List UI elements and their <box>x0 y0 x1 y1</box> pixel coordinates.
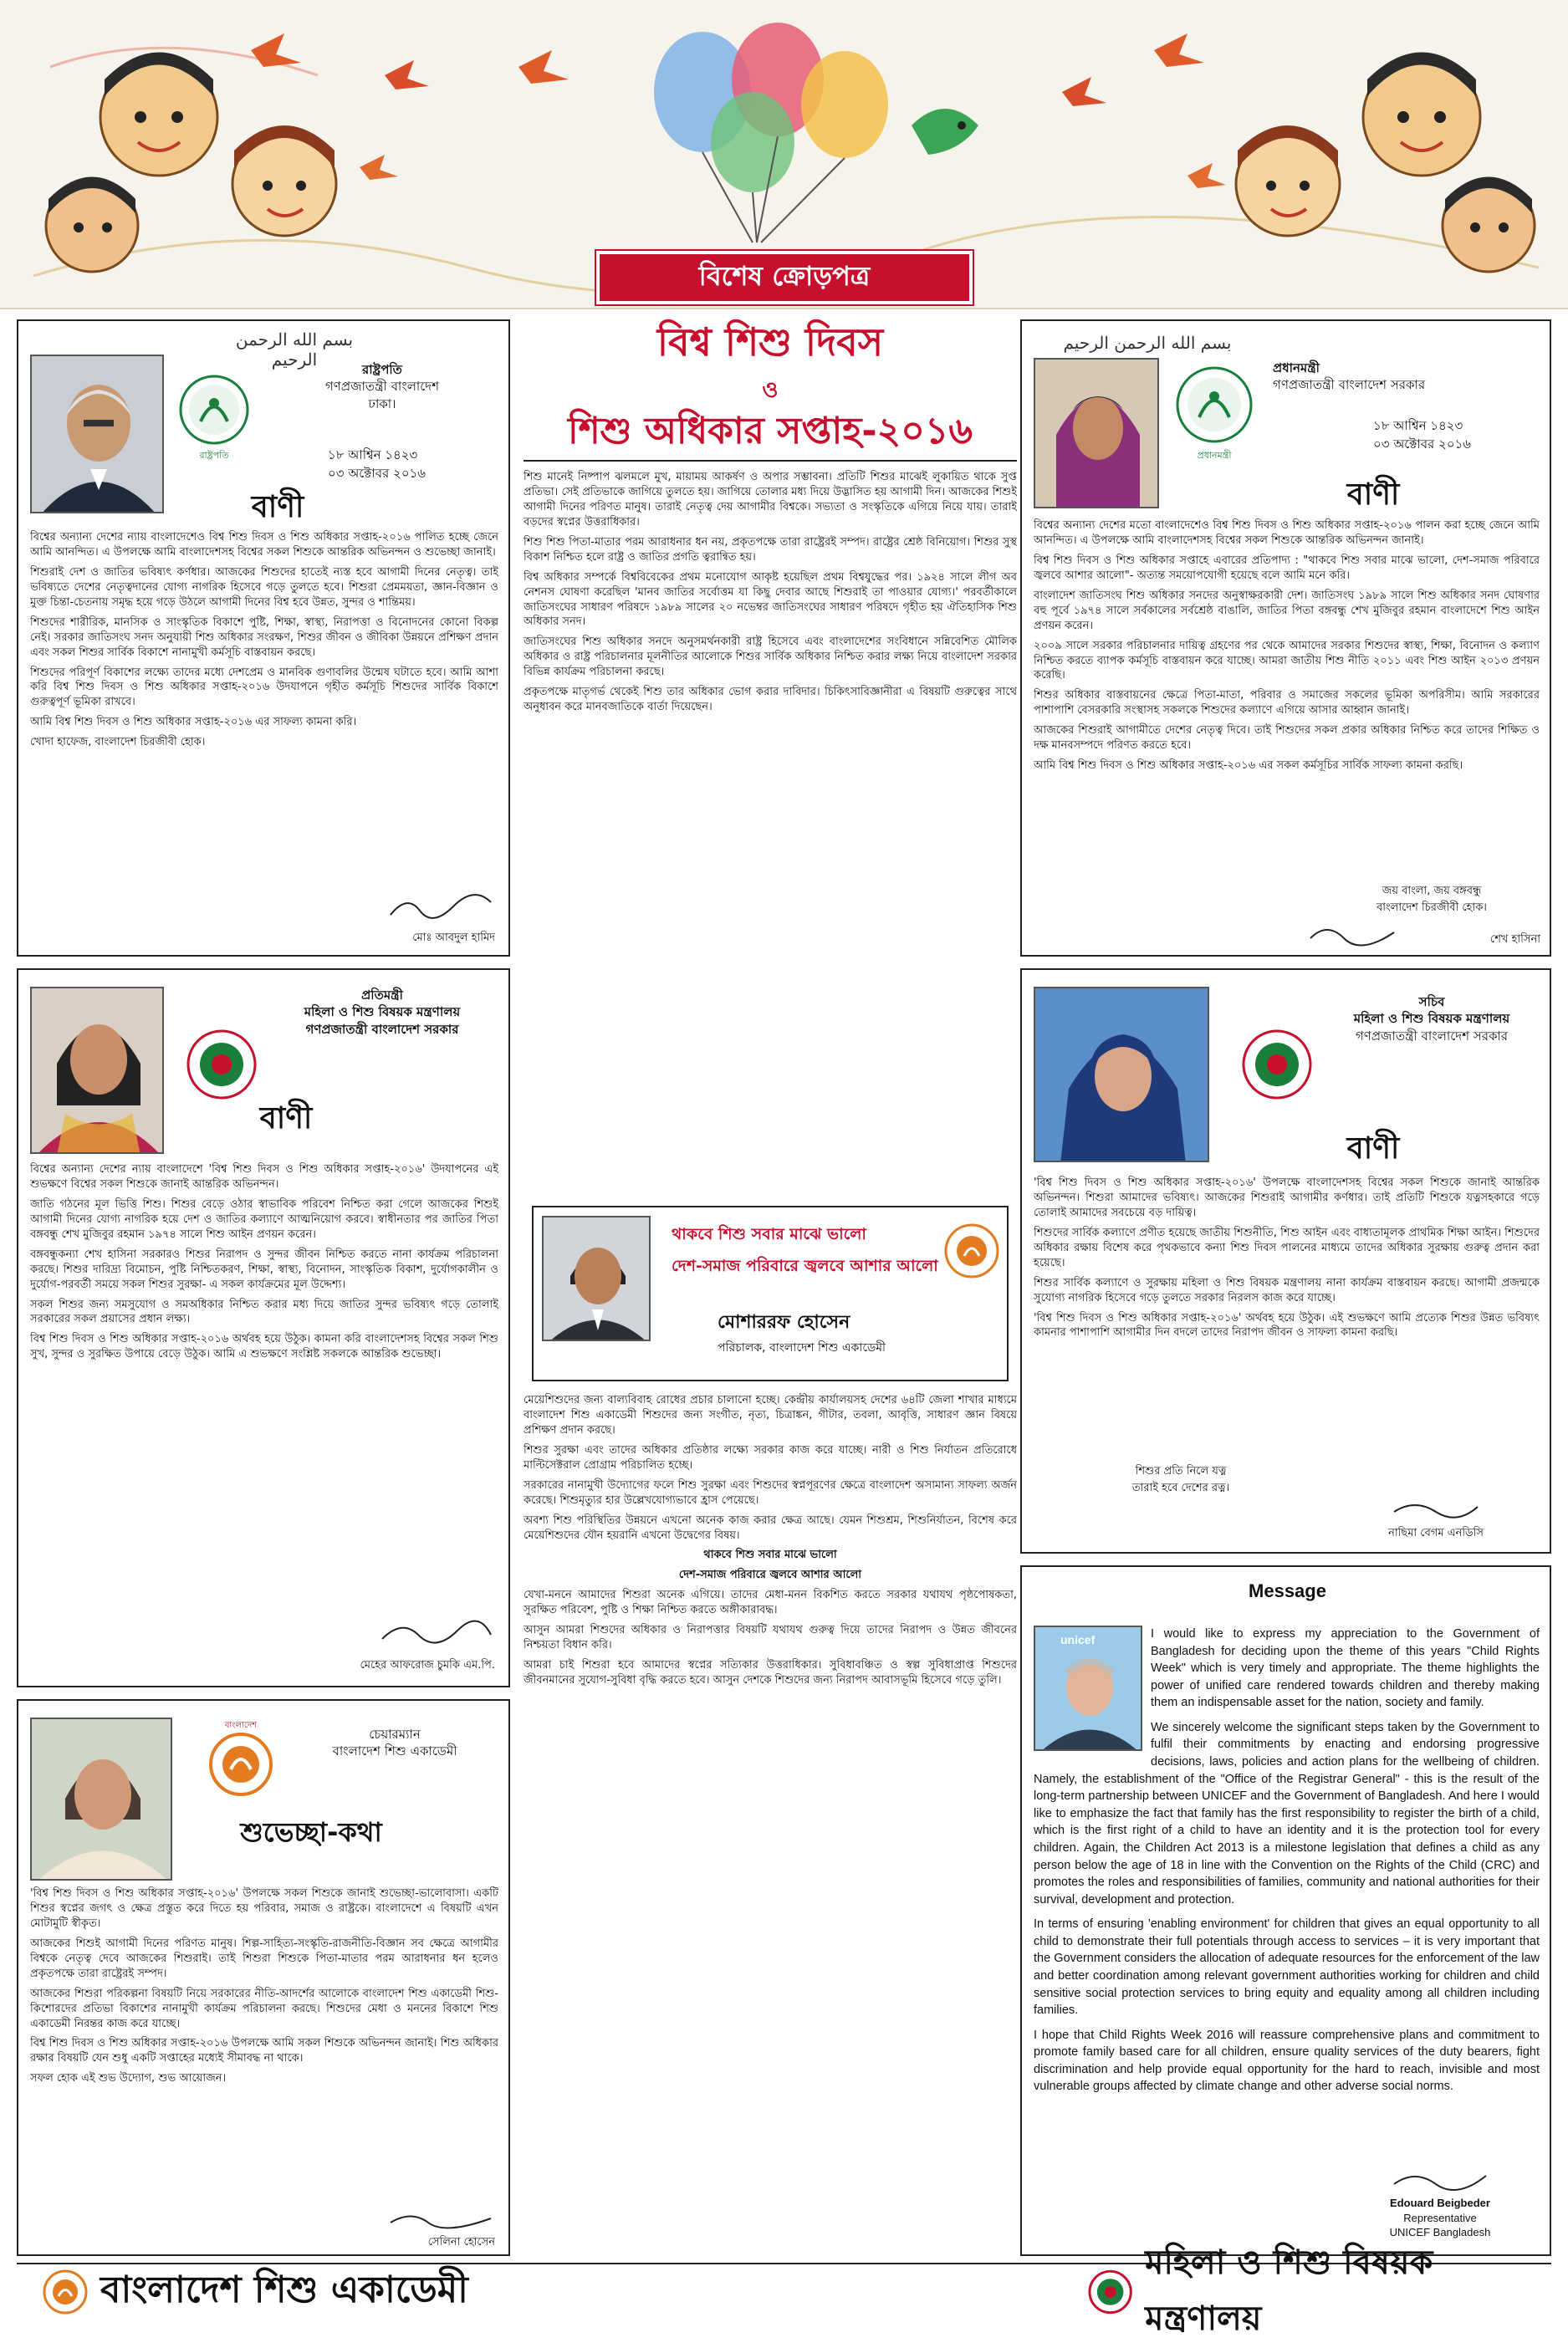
president-emblem-icon <box>176 371 253 463</box>
secretary-signature-mark <box>1390 1497 1482 1522</box>
state-minister-heading: বাণী <box>259 1101 313 1136</box>
paragraph: মেয়েশিশুদের জন্য বাল্যবিবাহ রোধের প্রচার চালানো হচ্ছে। কেন্দ্রীয় কার্যালয়সহ দেশের ৬৪টি জেলা শাখার মাধ্যমে বাংলাদেশ শিশু একাডেমী শিশুদের জন্য সংগীত, নৃত্য, চিত্রাঙ্কন, গীটার, তবলা, আবৃত্তি, সাধারণ জ্ঞান বিষয়ে প্রশিক্ষণ প্রদান করছে। <box>524 1394 1017 1437</box>
paragraph: বিশ্ব শিশু দিবস ও শিশু অধিকার সপ্তাহ-২০১৬ উপলক্ষে আমি সকল শিশুকে অভিনন্দন জানাই। শিশু অধিকার রক্ষার বিষয়টি যেন শুধু একটি সপ্তাহের মধ্যেই সীমাবদ্ধ না থাকে। <box>30 2037 498 2065</box>
date-bangla: ১৮ আশ্বিন ১৪২৩ <box>1373 418 1463 433</box>
footer-left-org-name: বাংলাদেশ শিশু একাডেমী <box>100 2268 468 2311</box>
secretary-signature-name: নাছিমা বেগম এনডিসি <box>1388 1527 1484 1539</box>
inset-slogan-line2: দেশ-সমাজ পরিবারে জ্বলবে আশার আলো <box>672 1257 938 1275</box>
ministry-logo-icon <box>1087 2269 1133 2315</box>
paragraph: শিশু মানেই নিষ্পাপ ঝলমলে মুখ, মায়াময় আকর্ষণ ও অপার সম্ভাবনা। প্রতিটি শিশুর মাঝেই লুকায়িত থাকে সুপ্ত প্রতিভা। সেই প্রতিভাকে জাগিয়ে তুলতে হয়। জাগিয়ে তোলার মধ্য দিয়ে উদ্ভাসিত হয় আগামী দিন। আজকের শিশুই আগামী দিনের পরিণত মানুষ। তারাই নেতৃত্ব দেয় আগামীর বিশ্বকে। সভ্যতা ও সংস্কৃতিকে এগিয়ে নিয়ে যায়। তারাই বড়দের স্বপ্নের উত্তরাধিকার। <box>524 471 1017 528</box>
chairman-body <box>30 1886 498 2221</box>
banner-illustration <box>0 0 1568 309</box>
paragraph: ২০০৯ সালে সরকার পরিচালনার দায়িত্ব গ্রহণের পর থেকে আমাদের সরকার শিশুদের স্বাস্থ্য, শিক্ষা, বিনোদন ও কল্যাণ নিশ্চিত করতে ব্যাপক কর্মসূচি বাস্তবায়ন করে যাচ্ছে। আমরা জাতীয় শিশু নীতি ২০১১ এবং শিশু আইন ২০১৩ প্রণয়ন করেছি। <box>1034 639 1540 682</box>
paragraph: সফল হোক এই শুভ উদ্যোগ, শুভ আয়োজন। <box>30 2072 227 2085</box>
paragraph: খোদা হাফেজ, বাংলাদেশ চিরজীবী হোক। <box>30 736 206 749</box>
paragraph: শিশুদের শারীরিক, মানসিক ও সাংস্কৃতিক বিকাশে পুষ্টি, শিক্ষা, স্বাস্থ্য, নিরাপত্তা ও বিনোদনের কোনো বিকল্প নেই। সরকার জাতিসংঘ সনদ অনুযায়ী শিশু অধিকার সংরক্ষণ, শিশুর জীবন ও জীবিকা উন্নয়নে প্রশিক্ষণ প্রদান এবং সকল শিশুর সার্বিক বিকাশে নানামুখী কর্মসূচি বাস্তবায়ন করছে। <box>30 615 498 659</box>
secretary-title: সচিব <box>1418 994 1445 1009</box>
inset-slogan-line1: থাকবে শিশু সবার মাঝে ভালো <box>672 1225 866 1243</box>
bismillah-calligraphy: بسم الله الرحمن الرحيم <box>235 329 354 370</box>
chairman-signature-name: সেলিনা হোসেন <box>427 2236 495 2248</box>
pm-org: গণপ্রজাতন্ত্রী বাংলাদেশ সরকার <box>1273 377 1426 393</box>
pm-title: প্রধানমন্ত্রী <box>1273 360 1320 375</box>
chairman-message-box <box>17 1699 510 2256</box>
ministry-emblem-icon <box>1241 1029 1313 1100</box>
secretary-ministry: মহিলা ও শিশু বিষয়ক মন্ত্রণালয় <box>1353 1011 1510 1027</box>
paragraph: আজকের শিশুরা পরিকল্পনা বিষয়টি নিয়ে সরকারের নীতি-আদর্শের আলোকে বাংলাদেশ শিশু একাডেমী শিশু-কিশোরদের প্রতিভা বিকাশের নানামুখী কার্যক্রম পরিচালনা করছে। শিশুদের মেধা ও মননের বিকাশে শিশু একাডেমী নিরন্তর কাজ করে যাচ্ছে। <box>30 1987 498 2030</box>
paragraph: যেখা-মননে আমাদের শিশুরা অনেক এগিয়ে। তাদের মেধা-মনন বিকশিত করতে সরকার যথাযথ পৃষ্ঠপোষকতা, সুরক্ষিত পরিবেশ, পুষ্টি ও শিক্ষা নিশ্চিত করতে অঙ্গীকারাবদ্ধ। <box>524 1589 1017 1617</box>
date-english: ০৩ অক্টোবর ২০১৬ <box>328 465 426 481</box>
pm-date <box>1373 417 1540 454</box>
paragraph: আমি বিশ্ব শিশু দিবস ও শিশু অধিকার সপ্তাহ-২০১৬ এর সকল কর্মসূচির সার্বিক সাফল্য কামনা করছি। <box>1034 759 1463 773</box>
president-date <box>328 447 495 483</box>
inset-designation: পরিচালক, বাংলাদেশ শিশু একাডেমী <box>718 1341 886 1355</box>
unicef-role: Representative <box>1403 2211 1477 2224</box>
paragraph: আজকের শিশুরাই আগামীতে দেশের নেতৃত্ব দিবে। তাই শিশুদের সকল প্রকার অধিকার নিশ্চিত করে তাদের শিক্ষিত ও দক্ষ মানবসম্পদে পরিণত করতে হবে। <box>1034 724 1540 753</box>
state-minister-photo <box>30 987 164 1154</box>
pm-closing-line2: বাংলাদেশ চিরজীবী হোক। <box>1376 901 1487 914</box>
president-signature-mark <box>386 890 495 923</box>
president-signature-name: মোঃ আবদুল হামিদ <box>412 932 495 944</box>
svg-text:unicef: unicef <box>1060 1633 1096 1646</box>
paragraph: শিশুর সুরক্ষা এবং তাদের অধিকার প্রতিষ্ঠার লক্ষ্যে সরকার কাজ করে যাচ্ছে। নারী ও শিশু নির্যাতন প্রতিরোধে মাল্টিসেক্টরাল প্রোগ্রাম পরিচালিত হচ্ছে। <box>524 1443 1017 1472</box>
paragraph: অবশ্য শিশু পরিস্থিতির উন্নয়নে এখনো অনেক কাজ করার ক্ষেত্র আছে। যেমন শিশুশ্রম, শিশুনির্যাতন, বিশেষ করে মেয়েশিশুদের যৌন হয়রানি এখনো উদ্বেগের বিষয়। <box>524 1513 1017 1542</box>
paragraph: বিশ্ব শিশু দিবস ও শিশু অধিকার সপ্তাহ-২০১৬ অর্থবহ হয়ে উঠুক। কামনা করি বাংলাদেশসহ বিশ্বের সকল শিশু সুখ, সুন্দর ও সুরক্ষিত উপায়ে বেড়ে উঠুক। আমি এ শুভক্ষণে সংশ্লিষ্ট সকলকে আন্তরিক শুভেচ্ছা। <box>30 1333 498 1361</box>
photo-float-spacer <box>1034 1626 1151 1759</box>
article-title-and: ও <box>762 378 779 403</box>
paragraph: I hope that Child Rights Week 2016 will reassure comprehensive plans and commitment to promote family based care for all children, ensure quality services of the duty bearers, fight discrimination and help provide equal opportunity for the hard to reach, invisible and most vulnerable groups affected by climate change and other adverse social norms. <box>1034 2028 1540 2094</box>
state-minister-signature-name: মেহের আফরোজ চুমকি এম.পি. <box>360 1659 495 1672</box>
unicef-heading: Message <box>1249 1580 1326 1601</box>
pm-signature-name: শেখ হাসিনা <box>1489 933 1540 946</box>
footer-left <box>42 2268 627 2316</box>
pm-body <box>1034 518 1540 880</box>
academy-logo-icon <box>943 1222 1000 1279</box>
center-article <box>524 319 1017 2256</box>
paragraph: 'বিশ্ব শিশু দিবস ও শিশু অধিকার সপ্তাহ-২০১৬' অর্থবহ হয়ে উঠুক। এই শুভক্ষণে আমি প্রত্যেক শিশুর উন্নত ভবিষ্যৎ কামনার পাশাপাশি আগামীর দিন বদলে তাদের নিরাপদ জীবন ও সাফল্য কামনা করছি। <box>1034 1311 1540 1340</box>
paragraph: বিশ্বের অন্যান্য দেশের মতো বাংলাদেশেও বিশ্ব শিশু দিবস ও শিশু অধিকার সপ্তাহ-২০১৬ পালন করা হচ্ছে জেনে আমি আনন্দিত। এ উপলক্ষে আমি বাংলাদেশসহ বিশ্বের সকল শিশুকে আন্তরিক অভিনন্দন জানাই। <box>1034 519 1540 547</box>
title-rule <box>524 460 1017 462</box>
paragraph: 'বিশ্ব শিশু দিবস ও শিশু অধিকার সপ্তাহ-২০১৬' উপলক্ষে সকল শিশুকে জানাই শুভেচ্ছা-ভালোবাসা। একটি শিশুর স্বপ্নের জগৎ ও ক্ষেত্র প্রস্তুত করে দিতে হয় পরিবার, সমাজ ও রাষ্ট্রকে। বাংলাদেশে এ বিষয়টি এখন মোটামুটি স্বীকৃত। <box>30 1887 498 1930</box>
secretary-closing-line2: তারাই হবে দেশের রত্ন। <box>1131 1481 1230 1494</box>
secretary-message-box <box>1020 968 1551 1554</box>
closing-slogan-line1: থাকবে শিশু সবার মাঝে ভালো <box>703 1549 837 1562</box>
paragraph: জাতি গঠনের মূল ভিত্তি শিশু। শিশুর বেড়ে ওঠার স্বাভাবিক পরিবেশ নিশ্চিত করা গেলে আজকের শিশুই আগামী দিনের যোগ্য নাগরিক হয়ে দেশ ও জাতির কল্যাণে আত্মনিয়োগ করবে। স্বাধীনতার পর জাতির পিতা বঙ্গবন্ধু শেখ মুজিবুর রহমান ১৯৭৪ সালে শিশু আইন প্রণয়ন করেন। <box>30 1197 498 1241</box>
president-heading: বাণী <box>251 490 304 524</box>
chairman-title-block <box>294 1726 495 1760</box>
president-photo <box>30 355 164 513</box>
unicef-org: UNICEF Bangladesh <box>1389 2226 1491 2239</box>
state-minister-title: প্রতিমন্ত্রী <box>361 988 403 1003</box>
pm-closing <box>1323 883 1540 916</box>
paragraph: শিশুর অধিকার বাস্তবায়নের ক্ষেত্রে পিতা-মাতা, পরিবার ও সমাজের সকলের ভূমিকা অপরিসীম। আমি সরকারের পাশাপাশি বেসরকারি সংস্থাসহ সকলকে শিশুদের কল্যাণে এগিয়ে আসার আহ্বান জানাই। <box>1034 689 1540 717</box>
date-english: ০৩ অক্টোবর ২০১৬ <box>1373 436 1472 452</box>
pm-message-box <box>1020 319 1551 957</box>
shishu-academy-logo-icon <box>202 1718 279 1804</box>
chairman-org: বাংলাদেশ শিশু একাডেমী <box>332 1743 457 1759</box>
paragraph: বঙ্গবন্ধুকন্যা শেখ হাসিনা সরকারও শিশুর নিরাপদ ও সুন্দর জীবন নিশ্চিত করতে নানা কার্যক্রম পরিচালনা করছে। শিশুর দারিদ্র্য বিমোচন, পুষ্টি নিশ্চিতকরণ, শিক্ষা, স্বাস্থ্য, বিনোদন, সাংস্কৃতিক বিকাশ, দুর্যোগকালীন ও দুর্যোগ-পরবর্তী সময়ে সকল শিশুর সুরক্ষা- এ সকল কার্যক্রমের মূল উদ্দেশ্য। <box>30 1248 498 1291</box>
unicef-signatory <box>1340 2196 1540 2240</box>
unicef-signature-mark <box>1390 2167 1490 2192</box>
svg-text:প্রধানমন্ত্রী: প্রধানমন্ত্রী <box>1197 450 1232 461</box>
paragraph: সরকারের নানামুখী উদ্যোগের ফলে শিশু সুরক্ষা এবং শিশুদের স্বপ্নপূরণের ক্ষেত্রে বাংলাদেশ অসামান্য সাফল্য অর্জন করেছে। শিশুমৃত্যুর হার উল্লেখযোগ্যভাবে হ্রাস পেয়েছে। <box>524 1478 1017 1507</box>
paragraph: শিশুরাই দেশ ও জাতির ভবিষ্যৎ কর্ণধার। আজকের শিশুদের হাতেই ন্যস্ত হবে আগামী দিনের নেতৃত্ব। তাই ভবিষ্যতে দেশের নেতৃত্বদানের যোগ্য নাগরিক হিসেবে গড়ে তুলতে হবে। শিশুরা প্রেমময়তা, জ্ঞান-বিজ্ঞান ও মুক্ত চিন্তা-চেতনায় সমৃদ্ধ হয়ে গড়ে উঠলে আগামী দিনের বিশ্ব হবে উন্নত, সুন্দর ও শান্তিময়। <box>30 565 498 609</box>
paragraph: I would like to express my appreciation to the Government of Bangladesh for deciding upon the theme of this years "Child Rights Week" which is very timely and appropriate. The theme highlights the power of unified care rendered towards children and thereby making them an indispensable asset for the nation, society and family. <box>1151 1627 1540 1710</box>
president-title: রাষ্ট্রপতি <box>362 362 402 377</box>
president-title-block <box>269 361 495 412</box>
chairman-title: চেয়ারম্যান <box>369 1727 421 1742</box>
state-minister-org: গণপ্রজাতন্ত্রী বাংলাদেশ সরকার <box>305 1021 459 1037</box>
state-minister-signature-mark <box>378 1618 495 1651</box>
chairman-photo <box>30 1718 172 1881</box>
chairman-signature-mark <box>386 2206 495 2234</box>
secretary-heading: বাণী <box>1346 1131 1400 1166</box>
paragraph: প্রকৃতপক্ষে মাতৃগর্ভ থেকেই শিশু তার অধিকার ভোগ করার দাবিদার। চিকিৎসাবিজ্ঞানীরা এ বিষয়টি গুরুত্বের সাথে অনুধাবন করে মানবজাতিকে বার্তা দিয়েছেন। <box>524 686 1017 714</box>
pm-closing-line1: জয় বাংলা, জয় বঙ্গবন্ধু <box>1382 885 1482 897</box>
paragraph: বাংলাদেশ জাতিসংঘ শিশু অধিকার সনদের অনুস্বাক্ষরকারী দেশ। জাতিসংঘ ১৯৮৯ সালে শিশু অধিকার সনদ ঘোষণার বহু পূর্বে ১৯৭৪ সালে সর্বকালের সর্বশ্রেষ্ঠ বাঙালি, জাতির পিতা বঙ্গবন্ধু শেখ মুজিবুর রহমান বাংলাদেশে শিশু আইন প্রণয়ন করেন। <box>1034 589 1540 632</box>
state-minister-message-box <box>17 968 510 1687</box>
secretary-title-block <box>1323 993 1540 1044</box>
paragraph: শিশুর সার্বিক কল্যাণে ও সুরক্ষায় মহিলা ও শিশু বিষয়ক মন্ত্রণালয় নানা কার্যক্রম বাস্তবায়ন করছে। আগামী প্রজন্মকে সুযোগ্য নাগরিক হিসেবে গড়ে তুলতে সরকার নিরলস কাজ করে যাচ্ছে। <box>1034 1276 1540 1304</box>
unicef-body <box>1034 1626 1540 2161</box>
secretary-photo <box>1034 987 1209 1162</box>
bismillah-calligraphy: بسم الله الرحمن الرحيم <box>1063 333 1232 353</box>
paragraph: আমরা চাই শিশুরা হবে আমাদের স্বপ্নের সত্যিকার উত্তরাধিকার। সুবিধাবঞ্চিত ও স্বল্প সুবিধাপ্রাপ্ত শিশুদের জীবনমানের সুযোগ-সুবিধা বৃদ্ধি করতে হবে। আসুন দেশকে শিশুদের জন্য নিরাপদ আবাসভূমি হিসেবে গড়ে তুলি। <box>524 1659 1017 1687</box>
paragraph: আমি বিশ্ব শিশু দিবস ও শিশু অধিকার সপ্তাহ-২০১৬ এর সাফল্য কামনা করি। <box>30 716 357 729</box>
state-minister-body <box>30 1162 498 1605</box>
pm-heading: বাণী <box>1346 477 1400 512</box>
footer-right <box>1087 2243 1555 2338</box>
article-title-line2: শিশু অধিকার সপ্তাহ-২০১৬ <box>568 410 973 452</box>
secretary-closing <box>1072 1463 1290 1496</box>
chairman-heading: শুভেচ্ছা-কথা <box>240 1816 382 1848</box>
paragraph: বিশ্বের অন্যান্য দেশের ন্যায় বাংলাদেশেও বিশ্ব শিশু দিবস ও শিশু অধিকার সপ্তাহ-২০১৬ পালিত হচ্ছে জেনে আমি আনন্দিত। এ উপলক্ষে আমি বাংলাদেশসহ বিশ্বের সকল শিশুকে আন্তরিক অভিনন্দন ও শুভেচ্ছা জানাই। <box>30 531 498 559</box>
shishu-academy-logo-icon <box>42 2269 89 2315</box>
paragraph: বিশ্ব অধিকার সম্পর্কে বিশ্ববিবেকের প্রথম মনোযোগ আকৃষ্ট হয়েছিল প্রথম বিশ্বযুদ্ধের পর। ১৯২৪ সালে লীগ অব নেশনস ঘোষণা করেছিল 'মানব জাতির সর্বোত্তম যা কিছু দেবার আছে শিশুরাই তা পাওয়ার যোগ্য।' পরবর্তীকালে জাতিসংঘের সাধারণ পরিষদে ১৯৮৯ সালের ২০ নভেম্বর জাতিসংঘের সাধারণ পরিষদে গৃহীত হয় ঐতিহাসিক শিশু অধিকার সনদ। <box>524 570 1017 629</box>
special-supplement-label: বিশেষ ক্রোড়পত্র <box>596 251 973 304</box>
paragraph: জাতিসংঘের শিশু অধিকার সনদে অনুসমর্থনকারী রাষ্ট্র হিসেবে এবং বাংলাদেশের সংবিধানে সন্নিবেশিত মৌলিক অধিকার ও রাষ্ট্র পরিচালনার মূলনীতির আলোকে শিশুর সার্বিক অধিকার নিশ্চিত করার লক্ষ্য নিয়ে বাংলাদেশ সরকার বিভিন্ন কার্যক্রম পরিচালনা করছে। <box>524 635 1017 679</box>
ministry-emblem-icon <box>186 1029 258 1100</box>
president-org: গণপ্রজাতন্ত্রী বাংলাদেশ <box>324 379 440 395</box>
paragraph: In terms of ensuring 'enabling environment' for children that gives an equal opportunity to all child to demonstrate their full potentials through access to services – it is very important that the Government considers the allocation of adequate resources for the enforcement of the law and better coordination among relevant government authorities working for children and child sensitive social protection services to bring equity and equality among all children including families. <box>1034 1917 1540 2018</box>
date-bangla: ১৮ আশ্বিন ১৪২৩ <box>328 447 418 462</box>
secretary-org: গণপ্রজাতন্ত্রী বাংলাদেশ সরকার <box>1355 1028 1509 1044</box>
director-inset-box <box>532 1206 1009 1381</box>
article-title-line1: বিশ্ব শিশু দিবস <box>656 319 884 365</box>
secretary-closing-line1: শিশুর প্রতি নিলে যত্ন <box>1135 1465 1227 1478</box>
paragraph: আজকের শিশুই আগামী দিনের পরিণত মানুষ। শিল্প-সাহিত্য-সংস্কৃতি-রাজনীতি-বিজ্ঞান সব ক্ষেত্রে আগামীর বিশ্বকে নেতৃত্ব দেবে আজকের শিশুরাই। তাই শিশুরা শিশুকে পিতা-মাতার পরম আরাধনার ধন হলেও প্রকৃতপক্ষে তারা রাষ্ট্রেরই সম্পদ। <box>30 1937 498 1980</box>
paragraph: আসুন আমরা শিশুদের অধিকার ও নিরাপত্তার বিষয়টি যথাযথ গুরুত্ব দিয়ে তাদের নিরাপদ ও উন্নত জীবনের নিশ্চয়তা বিধান করি। <box>524 1624 1017 1652</box>
president-city: ঢাকা। <box>368 396 396 411</box>
paragraph: শিশুদের সার্বিক কল্যাণে প্রণীত হয়েছে জাতীয় শিশুনীতি, শিশু আইন এবং বাধ্যতামূলক প্রাথমিক শিক্ষা আইন। শিশুদের অধিকার রক্ষায় বিশেষ করে পৃথকভাবে কন্যা শিশু দিবস পালনের মাধ্যমে তাদের অধিকার সুরক্ষায় গুরুত্ব প্রদান করা হয়েছে। <box>1034 1226 1540 1269</box>
president-message-box <box>17 319 510 957</box>
pm-emblem-icon <box>1172 363 1256 463</box>
paragraph: শিশু শিশু পিতা-মাতার পরম আরাধনার ধন নয়, প্রকৃতপক্ষে তারা রাষ্ট্রেরই সম্পদ। রাষ্ট্রের শ্রেষ্ঠ বিনিয়োগ। শিশুর সুস্থ বিকাশ নিশ্চিত হলে রাষ্ট্র ও জাতির প্রগতি ত্বরান্বিত হয়। <box>524 535 1017 564</box>
pm-title-block <box>1273 360 1540 394</box>
state-minister-ministry: মহিলা ও শিশু বিষয়ক মন্ত্রণালয় <box>304 1004 461 1020</box>
paragraph: বিশ্বের অন্যান্য দেশের ন্যায় বাংলাদেশে 'বিশ্ব শিশু দিবস ও শিশু অধিকার সপ্তাহ-২০১৬' উদযাপনের এই শুভক্ষণে বিশ্বের সকল শিশুকে জানাই আন্তরিক অভিনন্দন। <box>30 1163 498 1191</box>
paragraph: We sincerely welcome the significant steps taken by the Government to fulfil their commitments by enacting and endorsing progressive decisions, laws, policies and action plans for the wellbeing of children. Namely, the establishment of the "Office of the Registrar General" - this is the result of the long-term partnership between UNICEF and the Government of Bangladesh. And here I would like to emphasize the fact that family has the first responsibility to register the birth of a child, which is the first right of a child to have an identity and it is the protection tool for every children. Again, the Children Act 2013 is a milestone legislation that defines a child as any person below the age of 18 in line with the Convention on the Rights of the Child (CRC) and promotes the roles and responsibilities of families, community and national authorities for their survival, development and protection. <box>1034 1720 1540 1906</box>
svg-text:রাষ্ট্রপতি: রাষ্ট্রপতি <box>199 450 229 461</box>
pm-signature-mark <box>1306 920 1398 948</box>
unicef-name: Edouard Beigbeder <box>1390 2197 1490 2209</box>
paragraph: সকল শিশুর জন্য সমসুযোগ ও সমঅধিকার নিশ্চিত করার মধ্য দিয়ে জাতির সুন্দর ভবিষ্যৎ গড়ে তোলাই সরকারের সকল প্রয়াসের প্রধান লক্ষ্য। <box>30 1298 498 1326</box>
president-body <box>30 530 498 881</box>
inset-name: মোশাররফ হোসেন <box>718 1312 850 1333</box>
paragraph: শিশুদের পরিপূর্ণ বিকাশের লক্ষ্যে তাদের মধ্যে দেশপ্রেম ও মানবিক গুণাবলির উন্মেষ ঘটাতে হবে। আমি আশা করি বিশ্ব শিশু দিবস ও শিশু অধিকার সপ্তাহ-২০১৬ উদযাপনে গৃহীত কর্মসূচি শিশুদের সার্বিক বিকাশে গুরুত্বপূর্ণ ভূমিকা রাখবে। <box>30 666 498 709</box>
closing-slogan-line2: দেশ-সমাজ পরিবারে জ্বলবে আশার আলো <box>678 1569 862 1582</box>
secretary-body <box>1034 1176 1540 1452</box>
pm-photo <box>1034 358 1159 508</box>
paragraph: 'বিশ্ব শিশু দিবস ও শিশু অধিকার সপ্তাহ-২০১৬' উপলক্ষে বাংলাদেশসহ বিশ্বের সকল শিশুকে জানাই আন্তরিক অভিনন্দন। শিশুরা আমাদের ভবিষ্যৎ। আজকের শিশুরাই আগামীর কর্ণধার। তাই প্রতিটি শিশুকে যত্নসহকারে গড়ে তোলাই আমাদের সবচেয়ে বড় দায়িত্ব। <box>1034 1177 1540 1219</box>
director-photo <box>542 1216 651 1341</box>
footer-right-org-name: মহিলা ও শিশু বিষয়ক মন্ত্রণালয় <box>1145 2243 1433 2338</box>
state-minister-title-block <box>269 987 495 1038</box>
article-body-lower <box>524 1393 1017 2029</box>
paragraph: বিশ্ব শিশু দিবস ও শিশু অধিকার সপ্তাহে এবারের প্রতিপাদ্য : "থাকবে শিশু সবার মাঝে ভালো, দেশ-সমাজ পরিবারে জ্বলবে আশার আলো"- অত্যন্ত সময়োপযোগী হয়েছে বলে আমি মনে করি। <box>1034 554 1540 582</box>
svg-text:বাংলাদেশ: বাংলাদেশ <box>224 1721 258 1730</box>
unicef-message-box <box>1020 1565 1551 2256</box>
